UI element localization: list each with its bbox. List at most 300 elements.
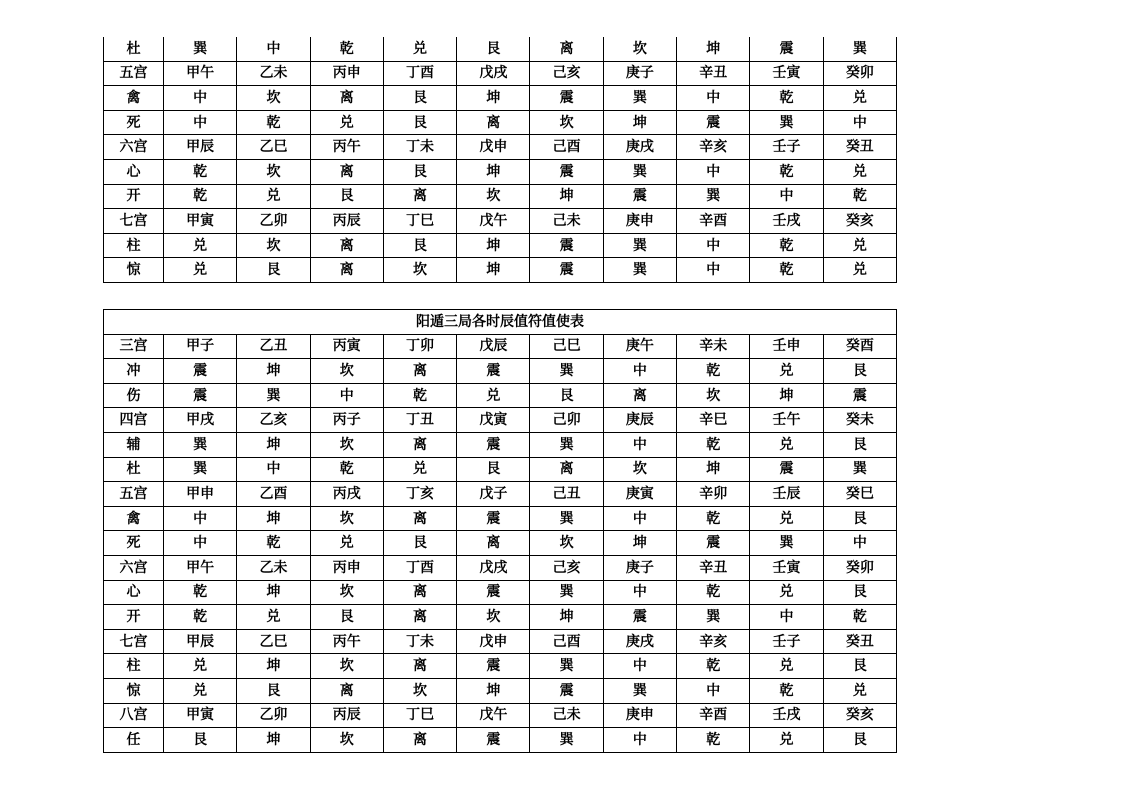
table-cell: 乾 bbox=[677, 359, 750, 384]
table-cell: 庚申 bbox=[603, 703, 676, 728]
table-cell: 巽 bbox=[603, 233, 676, 258]
table-cell: 辛亥 bbox=[677, 629, 750, 654]
row-header-cell: 杜 bbox=[104, 457, 164, 482]
table-cell: 乾 bbox=[823, 605, 896, 630]
table-cell: 震 bbox=[457, 506, 530, 531]
table-cell: 乾 bbox=[750, 258, 823, 283]
table-cell: 兑 bbox=[164, 678, 237, 703]
table-cell: 震 bbox=[530, 159, 603, 184]
zhifu-zhishi-table-continued bbox=[103, 37, 897, 283]
table-cell: 壬寅 bbox=[750, 61, 823, 86]
row-header-cell: 七宫 bbox=[104, 629, 164, 654]
table-row bbox=[104, 531, 897, 556]
table-cell: 中 bbox=[603, 728, 676, 753]
table-cell: 癸亥 bbox=[823, 209, 896, 234]
table-cell: 己未 bbox=[530, 703, 603, 728]
table-cell: 坤 bbox=[677, 457, 750, 482]
table-cell: 乾 bbox=[237, 110, 310, 135]
table-cell: 戊午 bbox=[457, 209, 530, 234]
table-cell: 乙巳 bbox=[237, 629, 310, 654]
table-cell: 坎 bbox=[237, 159, 310, 184]
table-cell: 兑 bbox=[237, 184, 310, 209]
table-row bbox=[104, 159, 897, 184]
table-cell: 震 bbox=[457, 728, 530, 753]
table-cell: 离 bbox=[383, 654, 456, 679]
table-cell: 坤 bbox=[457, 86, 530, 111]
table-cell: 癸丑 bbox=[823, 629, 896, 654]
table-cell: 中 bbox=[164, 506, 237, 531]
table-cell: 中 bbox=[603, 432, 676, 457]
row-header-cell: 伤 bbox=[104, 383, 164, 408]
table-cell: 兑 bbox=[750, 432, 823, 457]
table-cell: 艮 bbox=[383, 531, 456, 556]
table-cell: 丁未 bbox=[383, 135, 456, 160]
table-cell: 丙申 bbox=[310, 555, 383, 580]
table-cell: 庚寅 bbox=[603, 482, 676, 507]
table-cell: 兑 bbox=[750, 359, 823, 384]
table-cell: 甲午 bbox=[164, 555, 237, 580]
table-cell: 坎 bbox=[677, 383, 750, 408]
table-cell: 癸丑 bbox=[823, 135, 896, 160]
row-header-cell: 冲 bbox=[104, 359, 164, 384]
table-cell: 震 bbox=[164, 383, 237, 408]
table-cell: 坎 bbox=[310, 432, 383, 457]
table-cell: 巽 bbox=[603, 258, 676, 283]
table-cell: 兑 bbox=[823, 233, 896, 258]
table-cell: 巽 bbox=[530, 654, 603, 679]
table-cell: 巽 bbox=[237, 383, 310, 408]
row-header-cell: 惊 bbox=[104, 678, 164, 703]
row-header-cell: 三宫 bbox=[104, 334, 164, 359]
table-cell: 中 bbox=[164, 110, 237, 135]
table-cell: 中 bbox=[237, 457, 310, 482]
table-cell: 戊辰 bbox=[457, 334, 530, 359]
table-cell: 乾 bbox=[310, 457, 383, 482]
row-header-cell: 开 bbox=[104, 184, 164, 209]
row-header-cell: 柱 bbox=[104, 233, 164, 258]
table-cell: 丁丑 bbox=[383, 408, 456, 433]
table-body bbox=[104, 310, 897, 753]
table-cell: 震 bbox=[457, 654, 530, 679]
table-cell: 中 bbox=[677, 159, 750, 184]
table-cell: 坤 bbox=[677, 37, 750, 61]
table-cell: 离 bbox=[310, 86, 383, 111]
table-cell: 戊午 bbox=[457, 703, 530, 728]
table-cell: 坤 bbox=[237, 432, 310, 457]
table-cell: 坤 bbox=[237, 506, 310, 531]
table-cell: 中 bbox=[603, 359, 676, 384]
table-cell: 坤 bbox=[457, 233, 530, 258]
table-row bbox=[104, 555, 897, 580]
table-cell: 坎 bbox=[310, 654, 383, 679]
table-cell: 戊申 bbox=[457, 135, 530, 160]
table-cell: 离 bbox=[383, 605, 456, 630]
table-cell: 巽 bbox=[750, 110, 823, 135]
table-cell: 离 bbox=[383, 432, 456, 457]
table-cell: 中 bbox=[750, 184, 823, 209]
table-cell: 壬午 bbox=[750, 408, 823, 433]
table-cell: 艮 bbox=[823, 359, 896, 384]
table-cell: 坎 bbox=[457, 605, 530, 630]
table-cell: 坎 bbox=[530, 531, 603, 556]
table-cell: 艮 bbox=[823, 432, 896, 457]
table-row bbox=[104, 605, 897, 630]
table-cell: 兑 bbox=[237, 605, 310, 630]
table-cell: 兑 bbox=[823, 678, 896, 703]
table-cell: 离 bbox=[530, 457, 603, 482]
table-cell: 震 bbox=[603, 184, 676, 209]
table-cell: 震 bbox=[530, 233, 603, 258]
row-header-cell: 六宫 bbox=[104, 555, 164, 580]
table-cell: 乙巳 bbox=[237, 135, 310, 160]
table-cell: 乙未 bbox=[237, 555, 310, 580]
table-cell: 兑 bbox=[750, 654, 823, 679]
table-cell: 中 bbox=[603, 580, 676, 605]
table-row bbox=[104, 233, 897, 258]
table-cell: 丙午 bbox=[310, 135, 383, 160]
table-cell: 己丑 bbox=[530, 482, 603, 507]
table-cell: 壬申 bbox=[750, 334, 823, 359]
table-cell: 辛丑 bbox=[677, 555, 750, 580]
table-cell: 震 bbox=[603, 605, 676, 630]
table-cell: 壬戌 bbox=[750, 703, 823, 728]
table-cell: 坎 bbox=[603, 37, 676, 61]
table-cell: 壬辰 bbox=[750, 482, 823, 507]
table-cell: 乾 bbox=[750, 86, 823, 111]
row-header-cell: 开 bbox=[104, 605, 164, 630]
table-cell: 辛卯 bbox=[677, 482, 750, 507]
table-cell: 震 bbox=[457, 432, 530, 457]
table-cell: 艮 bbox=[164, 728, 237, 753]
table-row bbox=[104, 184, 897, 209]
table-row bbox=[104, 728, 897, 753]
table-cell: 巽 bbox=[530, 506, 603, 531]
table-cell: 震 bbox=[750, 457, 823, 482]
table-cell: 丙寅 bbox=[310, 334, 383, 359]
table-cell: 兑 bbox=[310, 531, 383, 556]
table-cell: 中 bbox=[677, 678, 750, 703]
table-cell: 庚戌 bbox=[603, 629, 676, 654]
table-cell: 己卯 bbox=[530, 408, 603, 433]
table-cell: 丙申 bbox=[310, 61, 383, 86]
table-cell: 坎 bbox=[457, 184, 530, 209]
table-cell: 乙酉 bbox=[237, 482, 310, 507]
table-row bbox=[104, 629, 897, 654]
row-header-cell: 四宫 bbox=[104, 408, 164, 433]
table-cell: 己酉 bbox=[530, 135, 603, 160]
table-cell: 戊戌 bbox=[457, 61, 530, 86]
table-cell: 庚辰 bbox=[603, 408, 676, 433]
table-cell: 震 bbox=[823, 383, 896, 408]
table-cell: 兑 bbox=[750, 506, 823, 531]
table-cell: 离 bbox=[310, 678, 383, 703]
table-cell: 乙丑 bbox=[237, 334, 310, 359]
table-cell: 乙亥 bbox=[237, 408, 310, 433]
row-header-cell: 死 bbox=[104, 531, 164, 556]
table-cell: 庚申 bbox=[603, 209, 676, 234]
table-cell: 庚午 bbox=[603, 334, 676, 359]
table-row bbox=[104, 86, 897, 111]
table-cell: 巽 bbox=[530, 580, 603, 605]
row-header-cell: 杜 bbox=[104, 37, 164, 61]
table-cell: 中 bbox=[750, 605, 823, 630]
table-cell: 离 bbox=[457, 531, 530, 556]
table-row bbox=[104, 135, 897, 160]
table-cell: 坤 bbox=[237, 654, 310, 679]
table-cell: 丁未 bbox=[383, 629, 456, 654]
table-cell: 兑 bbox=[750, 728, 823, 753]
table-cell: 兑 bbox=[823, 258, 896, 283]
table-cell: 乾 bbox=[823, 184, 896, 209]
table-cell: 乾 bbox=[237, 531, 310, 556]
table-cell: 兑 bbox=[164, 654, 237, 679]
table-row bbox=[104, 678, 897, 703]
table-cell: 巽 bbox=[823, 457, 896, 482]
table-cell: 艮 bbox=[457, 37, 530, 61]
table-body bbox=[104, 37, 897, 282]
table-cell: 坤 bbox=[750, 383, 823, 408]
table-cell: 戊寅 bbox=[457, 408, 530, 433]
table-cell: 乙卯 bbox=[237, 703, 310, 728]
table-cell: 中 bbox=[603, 654, 676, 679]
table-cell: 癸酉 bbox=[823, 334, 896, 359]
table-cell: 辛酉 bbox=[677, 209, 750, 234]
table-cell: 震 bbox=[677, 531, 750, 556]
table-cell: 乾 bbox=[677, 728, 750, 753]
row-header-cell: 六宫 bbox=[104, 135, 164, 160]
table-cell: 离 bbox=[457, 110, 530, 135]
table-cell: 辛未 bbox=[677, 334, 750, 359]
table-cell: 巽 bbox=[677, 184, 750, 209]
table-cell: 中 bbox=[677, 258, 750, 283]
table-cell: 壬子 bbox=[750, 629, 823, 654]
table-cell: 甲午 bbox=[164, 61, 237, 86]
table-row bbox=[104, 408, 897, 433]
table-cell: 震 bbox=[164, 359, 237, 384]
table-cell: 艮 bbox=[383, 110, 456, 135]
table-row bbox=[104, 37, 897, 61]
table-cell: 辛亥 bbox=[677, 135, 750, 160]
row-header-cell: 惊 bbox=[104, 258, 164, 283]
row-header-cell: 死 bbox=[104, 110, 164, 135]
table-row bbox=[104, 506, 897, 531]
table-cell: 中 bbox=[164, 531, 237, 556]
table-cell: 艮 bbox=[823, 728, 896, 753]
table-cell: 乾 bbox=[677, 654, 750, 679]
table-row bbox=[104, 110, 897, 135]
row-header-cell: 八宫 bbox=[104, 703, 164, 728]
table-cell: 坤 bbox=[603, 110, 676, 135]
table-cell: 癸亥 bbox=[823, 703, 896, 728]
table-cell: 癸未 bbox=[823, 408, 896, 433]
table-cell: 丁亥 bbox=[383, 482, 456, 507]
row-header-cell: 心 bbox=[104, 159, 164, 184]
table-cell: 震 bbox=[530, 258, 603, 283]
table-cell: 己未 bbox=[530, 209, 603, 234]
table-cell: 艮 bbox=[237, 258, 310, 283]
row-header-cell: 柱 bbox=[104, 654, 164, 679]
table-cell: 离 bbox=[603, 383, 676, 408]
table-row bbox=[104, 457, 897, 482]
table-cell: 兑 bbox=[823, 159, 896, 184]
table-cell: 离 bbox=[530, 37, 603, 61]
table-cell: 丙辰 bbox=[310, 209, 383, 234]
row-header-cell: 五宫 bbox=[104, 482, 164, 507]
table-cell: 艮 bbox=[383, 159, 456, 184]
table-cell: 离 bbox=[383, 506, 456, 531]
table-row bbox=[104, 61, 897, 86]
row-header-cell: 辅 bbox=[104, 432, 164, 457]
table-cell: 兑 bbox=[164, 233, 237, 258]
table-cell: 癸卯 bbox=[823, 61, 896, 86]
table-title-row bbox=[104, 310, 897, 335]
table-cell: 坎 bbox=[603, 457, 676, 482]
row-header-cell: 任 bbox=[104, 728, 164, 753]
table-cell: 巽 bbox=[530, 728, 603, 753]
table-cell: 兑 bbox=[383, 37, 456, 61]
table-cell: 坎 bbox=[310, 580, 383, 605]
table-cell: 乾 bbox=[750, 678, 823, 703]
table-row bbox=[104, 209, 897, 234]
table-cell: 庚戌 bbox=[603, 135, 676, 160]
row-header-cell: 禽 bbox=[104, 86, 164, 111]
table-cell: 庚子 bbox=[603, 61, 676, 86]
row-header-cell: 心 bbox=[104, 580, 164, 605]
table-cell: 丁卯 bbox=[383, 334, 456, 359]
table-cell: 乾 bbox=[164, 580, 237, 605]
table-cell: 坤 bbox=[237, 359, 310, 384]
row-header-cell: 七宫 bbox=[104, 209, 164, 234]
table-cell: 丁酉 bbox=[383, 61, 456, 86]
table-title: 阳遁三局各时辰值符值使表 bbox=[104, 310, 897, 335]
table-cell: 乾 bbox=[750, 233, 823, 258]
table-cell: 巽 bbox=[603, 159, 676, 184]
table-cell: 甲辰 bbox=[164, 629, 237, 654]
table-cell: 中 bbox=[823, 531, 896, 556]
table-cell: 乾 bbox=[677, 506, 750, 531]
table-cell: 癸巳 bbox=[823, 482, 896, 507]
table-row bbox=[104, 258, 897, 283]
table-cell: 己酉 bbox=[530, 629, 603, 654]
table-cell: 坤 bbox=[457, 258, 530, 283]
table-cell: 兑 bbox=[823, 86, 896, 111]
table-cell: 甲子 bbox=[164, 334, 237, 359]
table-cell: 巽 bbox=[823, 37, 896, 61]
table-cell: 巽 bbox=[603, 86, 676, 111]
table-cell: 巽 bbox=[530, 432, 603, 457]
table-cell: 乾 bbox=[164, 159, 237, 184]
table-cell: 中 bbox=[677, 86, 750, 111]
table-cell: 艮 bbox=[530, 383, 603, 408]
table-cell: 坤 bbox=[237, 580, 310, 605]
table-cell: 震 bbox=[750, 37, 823, 61]
table-cell: 甲戌 bbox=[164, 408, 237, 433]
table-cell: 坤 bbox=[530, 184, 603, 209]
table-cell: 巽 bbox=[530, 359, 603, 384]
table-cell: 离 bbox=[310, 233, 383, 258]
table-cell: 丁巳 bbox=[383, 209, 456, 234]
table-cell: 乾 bbox=[164, 184, 237, 209]
table-cell: 壬子 bbox=[750, 135, 823, 160]
table-cell: 兑 bbox=[457, 383, 530, 408]
table-cell: 巽 bbox=[164, 457, 237, 482]
table-cell: 艮 bbox=[310, 605, 383, 630]
table-cell: 甲寅 bbox=[164, 209, 237, 234]
row-header-cell: 禽 bbox=[104, 506, 164, 531]
table-cell: 辛巳 bbox=[677, 408, 750, 433]
table-row bbox=[104, 580, 897, 605]
table-cell: 震 bbox=[530, 678, 603, 703]
table-cell: 离 bbox=[383, 184, 456, 209]
table-cell: 中 bbox=[164, 86, 237, 111]
yangdun-3-zhifu-zhishi-table bbox=[103, 309, 897, 753]
table-cell: 艮 bbox=[823, 580, 896, 605]
table-cell: 兑 bbox=[310, 110, 383, 135]
table-cell: 巽 bbox=[164, 37, 237, 61]
table-cell: 乾 bbox=[677, 432, 750, 457]
table-cell: 离 bbox=[383, 580, 456, 605]
table-cell: 乾 bbox=[164, 605, 237, 630]
table-cell: 巽 bbox=[750, 531, 823, 556]
table-cell: 庚子 bbox=[603, 555, 676, 580]
table-cell: 中 bbox=[677, 233, 750, 258]
table-cell: 丙子 bbox=[310, 408, 383, 433]
table-cell: 坎 bbox=[310, 359, 383, 384]
table-cell: 乙卯 bbox=[237, 209, 310, 234]
table-cell: 乾 bbox=[750, 159, 823, 184]
table-cell: 甲辰 bbox=[164, 135, 237, 160]
table-cell: 己亥 bbox=[530, 61, 603, 86]
table-row bbox=[104, 432, 897, 457]
table-row bbox=[104, 359, 897, 384]
table-cell: 艮 bbox=[383, 86, 456, 111]
table-cell: 离 bbox=[310, 159, 383, 184]
table-cell: 兑 bbox=[383, 457, 456, 482]
table-cell: 艮 bbox=[310, 184, 383, 209]
table-cell: 坤 bbox=[457, 159, 530, 184]
table-cell: 巽 bbox=[164, 432, 237, 457]
table-cell: 乾 bbox=[383, 383, 456, 408]
table-cell: 中 bbox=[823, 110, 896, 135]
table-cell: 坤 bbox=[237, 728, 310, 753]
table-cell: 离 bbox=[383, 359, 456, 384]
table-cell: 壬戌 bbox=[750, 209, 823, 234]
table-cell: 坎 bbox=[237, 233, 310, 258]
table-cell: 艮 bbox=[383, 233, 456, 258]
table-cell: 己巳 bbox=[530, 334, 603, 359]
table-row bbox=[104, 654, 897, 679]
table-cell: 甲申 bbox=[164, 482, 237, 507]
table-row bbox=[104, 482, 897, 507]
table-cell: 巽 bbox=[603, 678, 676, 703]
table-cell: 艮 bbox=[823, 506, 896, 531]
table-cell: 坎 bbox=[310, 506, 383, 531]
table-cell: 艮 bbox=[457, 457, 530, 482]
table-cell: 中 bbox=[237, 37, 310, 61]
table-row bbox=[104, 703, 897, 728]
table-cell: 艮 bbox=[823, 654, 896, 679]
table-cell: 坎 bbox=[383, 678, 456, 703]
table-cell: 戊子 bbox=[457, 482, 530, 507]
table-cell: 丁巳 bbox=[383, 703, 456, 728]
table-cell: 兑 bbox=[164, 258, 237, 283]
table-cell: 坤 bbox=[457, 678, 530, 703]
table-cell: 乾 bbox=[677, 580, 750, 605]
table-cell: 坎 bbox=[383, 258, 456, 283]
table-cell: 震 bbox=[457, 359, 530, 384]
table-cell: 兑 bbox=[750, 580, 823, 605]
table-cell: 巽 bbox=[677, 605, 750, 630]
